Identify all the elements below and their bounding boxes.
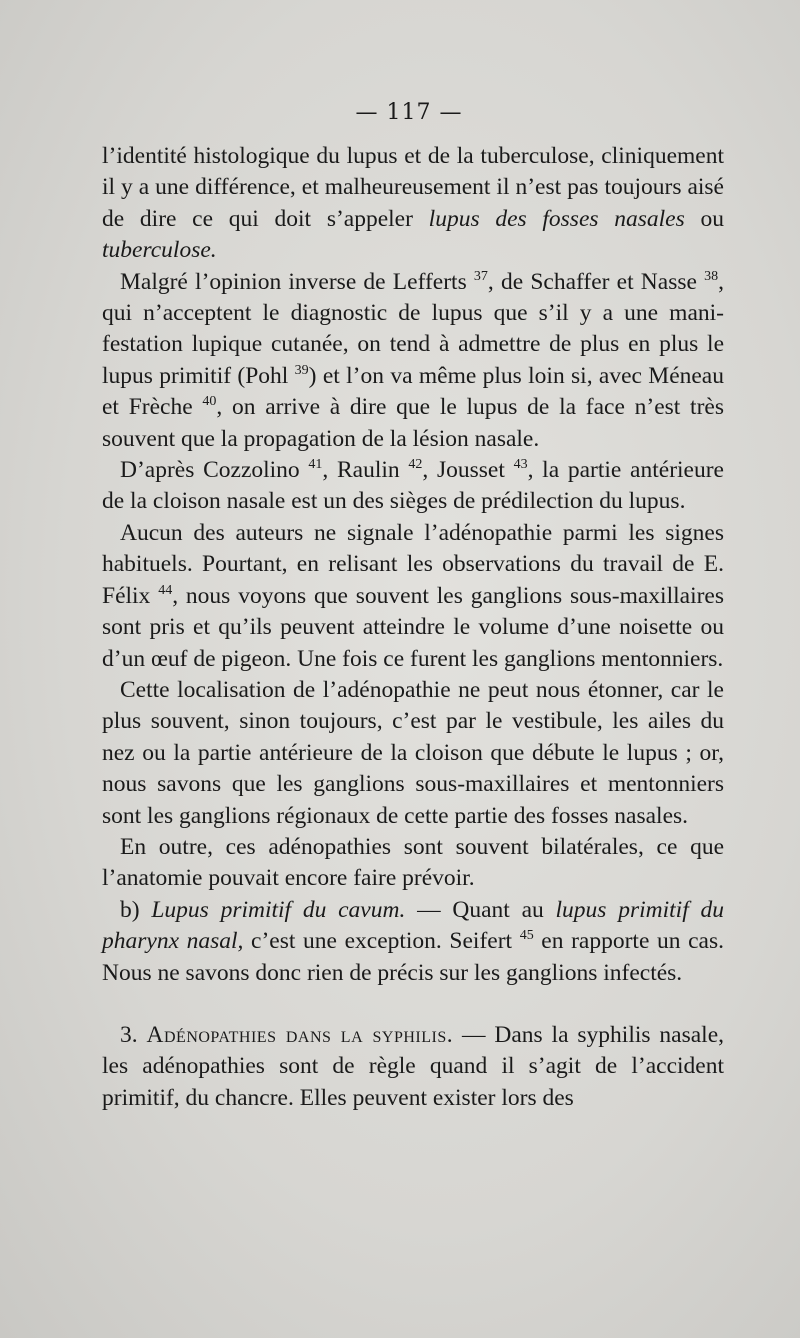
text: — Quant au: [405, 896, 556, 923]
section-number: 3.: [120, 1021, 147, 1048]
reference-number: 44: [158, 582, 173, 598]
text: l’identité histologique du lupus et de la tuberculose, cliniquement il y a une différence, et malheureusement il n’est pas toujours aisé de dire ce qui doit s’appeler: [102, 143, 724, 232]
text: ou: [684, 205, 724, 232]
reference-number: 41: [308, 457, 323, 473]
text: ) et l’on va même plus loin si, avec Méneau et Frèche: [102, 362, 724, 421]
text: Aucun des auteurs ne signale l’adénopathie parmi les signes habituels. Pourtant, en relisant les observations du travail de E. Félix: [102, 519, 724, 609]
reference-number: 43: [513, 457, 528, 473]
italic-term: lupus primitif du pharynx nasal,: [102, 896, 725, 955]
text: Malgré l’opinion inverse de Lefferts: [120, 268, 474, 295]
text: , de Schaffer et Nasse: [487, 268, 705, 295]
paragraph-8: [102, 1020, 724, 1114]
paragraph-6: [102, 832, 724, 895]
italic-term: lupus des fosses nasales: [428, 205, 685, 232]
text: — Dans la syphilis nasale, les adénopathies sont de règle quand il s’agit de l’accident primitif, du chancre. Elles peuvent exister lors des: [102, 1021, 724, 1111]
text: b): [120, 896, 152, 923]
text: , Raulin: [322, 457, 409, 484]
text: , Jousset: [422, 457, 514, 484]
italic-term: tuberculose.: [102, 237, 217, 264]
text: , nous voyons que souvent les ganglions sous-maxillaires sont pris et qu’ils peuvent atteindre le volume d’une noisette ou d’un œuf de pigeon. Une fois ce furent les ganglions mentonniers.: [102, 582, 724, 672]
reference-number: 45: [519, 928, 534, 944]
paragraph-3: [102, 455, 724, 518]
text: En outre, ces adénopathies sont souvent bilatérales, ce que l’anatomie pouvait encore faire prévoir.: [102, 833, 724, 892]
italic-term: Lupus primitif du cavum.: [151, 896, 406, 923]
body-text: [102, 141, 724, 1114]
text: c’est une exception. Seifert: [243, 928, 520, 955]
paragraph-2: [102, 267, 724, 455]
reference-number: 37: [473, 268, 488, 284]
paragraph-7: [102, 895, 724, 989]
text: Cette localisation de l’adénopathie ne peut nous étonner, car le plus souvent, sinon toujours, c’est par le vestibule, les ailes du nez ou la partie antérieure de la cloison que débute le lupus ; or, nous savons que les ganglions sous-maxillaires et mentonniers sont les ganglions régionaux de cette partie des fosses nasales.: [102, 676, 724, 829]
reference-number: 39: [294, 362, 309, 378]
reference-number: 42: [408, 457, 423, 473]
text: , la partie antérieure de la cloison nasale est un des sièges de prédilection du lupus.: [102, 457, 724, 515]
page-number: — 117 —: [355, 100, 463, 125]
text: , on arrive à dire que le lupus de la face n’est très souvent que la propagation de la lésion nasale.: [102, 394, 724, 452]
paragraph-4: [102, 518, 724, 675]
reference-number: 40: [202, 394, 217, 410]
text: en rapporte un cas. Nous ne savons donc rien de précis sur les ganglions infectés.: [102, 928, 725, 986]
paragraph-5: [102, 675, 724, 832]
paragraph-1: [102, 141, 724, 267]
text: , qui n’acceptent le diagnostic de lupus que s’il y a une manifestation lupique cutanée, on tend à admettre de plus en plus le lupus primitif (Pohl: [102, 268, 724, 389]
reference-number: 38: [704, 268, 719, 284]
text: D’après Cozzolino: [120, 457, 309, 484]
section-heading: Adénopathies dans la syphilis.: [146, 1021, 454, 1048]
